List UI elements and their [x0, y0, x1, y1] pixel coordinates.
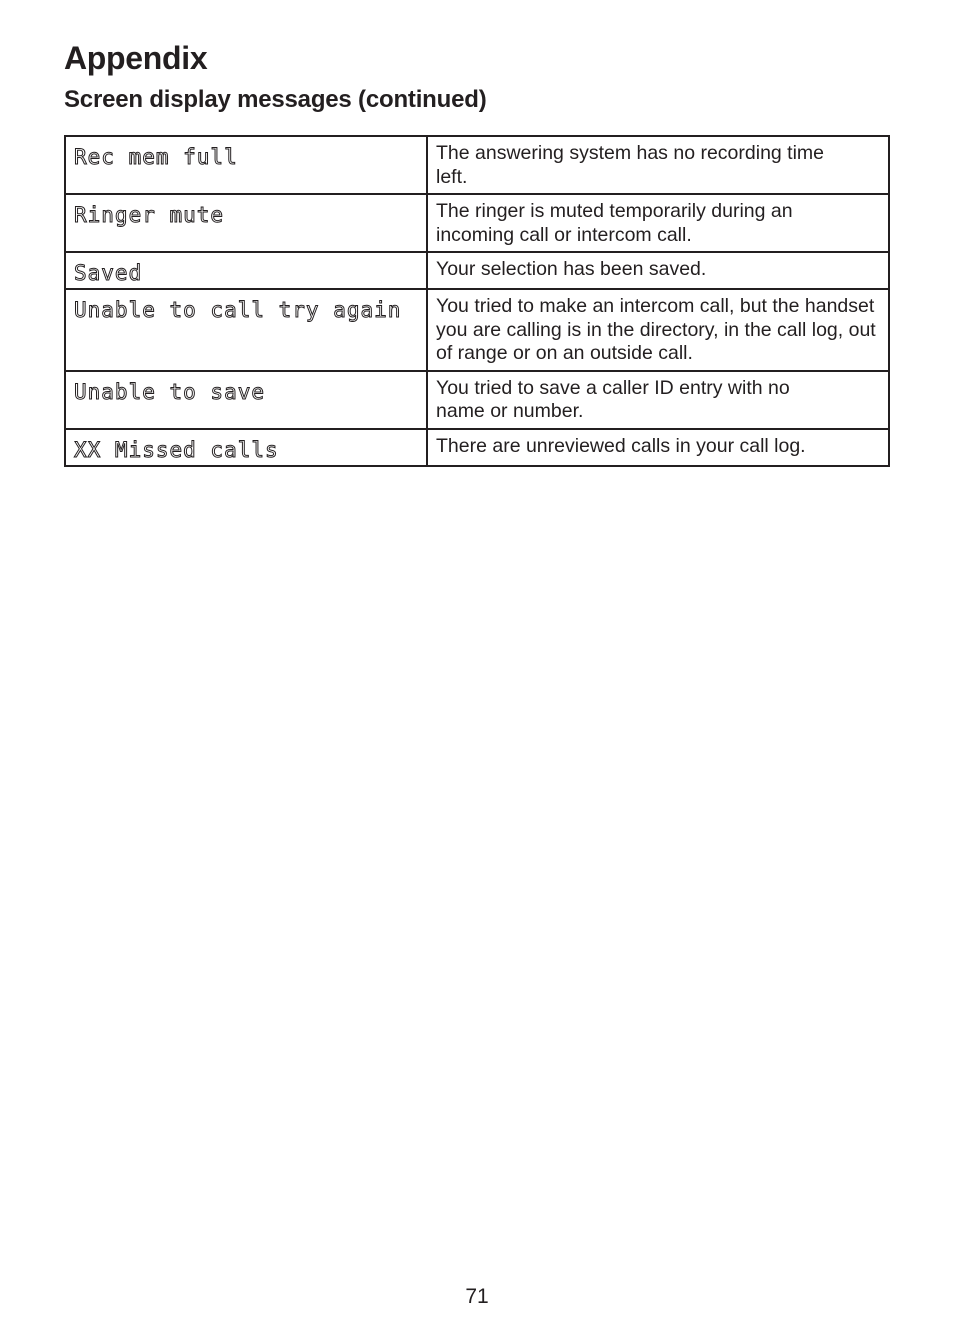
description-text: You tried to save a caller ID entry with no name or number. [436, 376, 790, 422]
display-message-text: Saved [74, 261, 143, 285]
description-cell [427, 194, 889, 252]
display-message-text: Unable to save [74, 379, 266, 404]
display-message-text: Unable to call try again [74, 298, 402, 322]
display-message-text: Ringer mute [74, 203, 225, 227]
page-number: 71 [465, 1285, 489, 1308]
description-text: The ringer is muted temporarily during an incoming call or intercom call. [436, 200, 793, 246]
description-cell [427, 252, 889, 289]
table-row [65, 194, 889, 252]
screen-messages-table [64, 135, 890, 467]
description-text: The answering system has no recording time left. [436, 142, 825, 188]
description-text: Your selection has been saved. [436, 258, 707, 280]
display-message-cell [65, 194, 427, 252]
description-cell [427, 429, 889, 466]
table-row [65, 252, 889, 289]
display-message-cell [65, 136, 427, 194]
display-message-cell [65, 252, 427, 289]
description-cell [427, 289, 889, 371]
description-cell [427, 371, 889, 429]
display-message-cell [65, 429, 427, 466]
display-message-cell [65, 371, 427, 429]
page-title: Appendix [64, 40, 208, 76]
table-row [65, 136, 889, 194]
description-cell [427, 136, 889, 194]
table-row [65, 289, 889, 371]
description-text: You tried to make an intercom call, but the handset you are calling is in the directory, in the call log, out of range or on an outside call. [436, 295, 876, 364]
table-row [65, 429, 889, 466]
section-title: Screen display messages (continued) [64, 86, 487, 113]
display-message-text: XX Missed calls [74, 437, 279, 462]
table-row [65, 371, 889, 429]
display-message-cell [65, 289, 427, 371]
description-text: There are unreviewed calls in your call log. [436, 434, 806, 457]
display-message-text: Rec mem full [74, 145, 238, 169]
